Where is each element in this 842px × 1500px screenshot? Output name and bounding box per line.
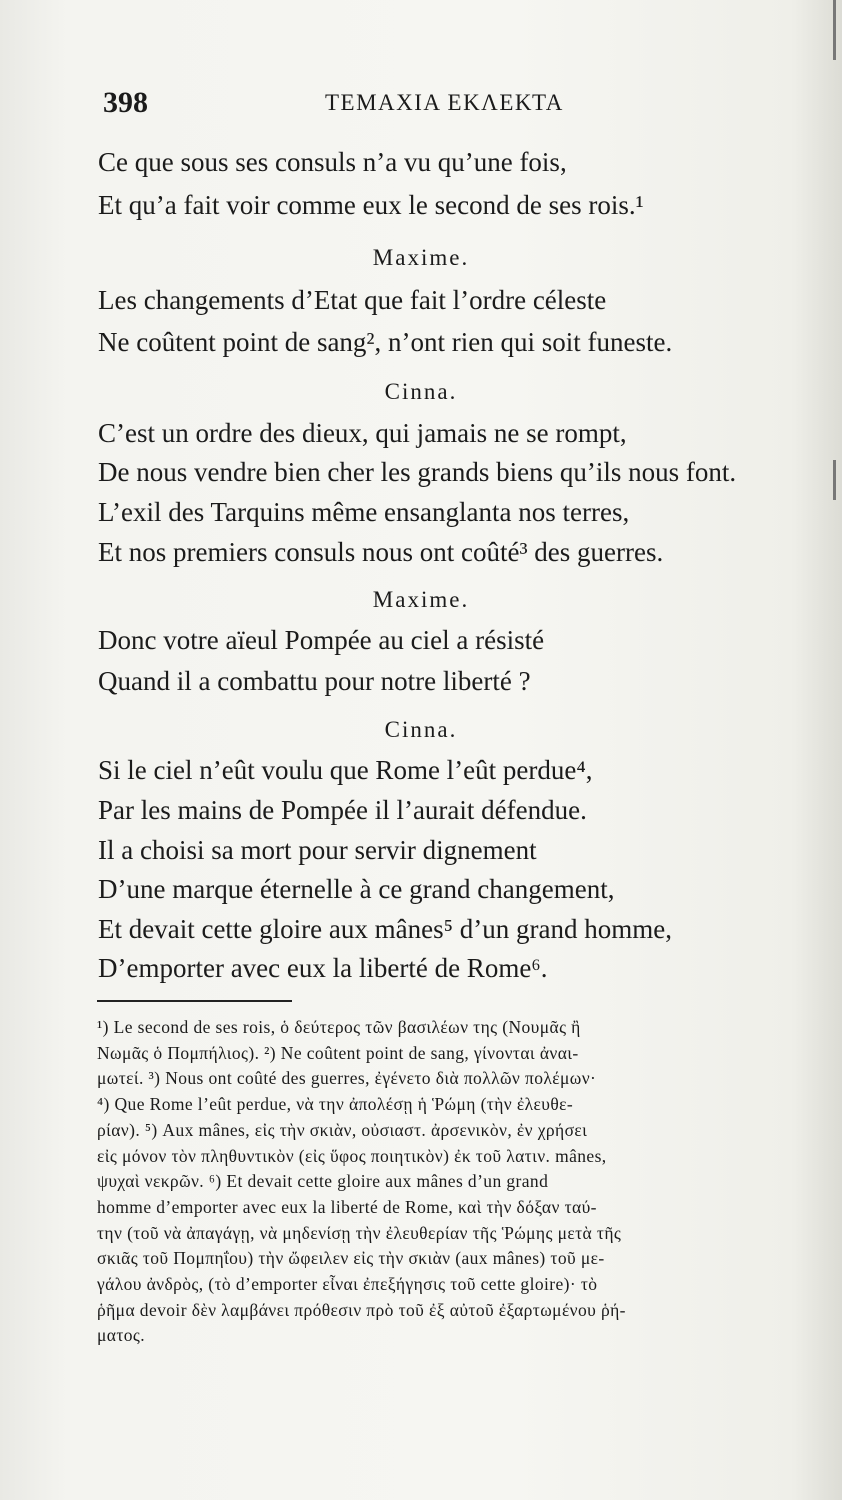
footnote-line: την (τοῦ νὰ ἀπαγάγῃ, νὰ μηδενίσῃ τὴν ἐλευθερίαν τῆς Ῥώμης μετὰ τῆς (97, 1222, 622, 1243)
page-number: 398 (103, 86, 148, 119)
verse-line: Quand il a combattu pour notre liberté ? (98, 666, 531, 696)
speaker-name: Cinna. (384, 379, 458, 404)
footnote-line: μωτεί. ³) Nous ont coûté des guerres, ἐγένετο διὰ πολλῶν πολέμων· (97, 1068, 597, 1089)
verse-line: De nous vendre bien cher les grands biens qu’ils nous font. (98, 457, 737, 487)
footnote-line: ῥῆμα devoir δὲν λαμβάνει πρόθεσιν πρὸ τοῦ ἐξ αὐτοῦ ἐξαρτωμένου ῥή- (97, 1299, 626, 1320)
footnote-line: σκιᾶς τοῦ Πομπηΐου) τὴν ὤφειλεν εἰς τὴν σκιὰν (aux mânes) τοῦ με- (97, 1248, 605, 1269)
footnotes (97, 1015, 822, 1349)
speaker-name: Maxime. (372, 587, 470, 612)
running-title: ΤΕΜΑΧΙΑ ΕΚΛΕΚΤΑ (325, 90, 564, 115)
verse-line: Et qu’a fait voir comme eux le second de ses rois.¹ (98, 190, 644, 220)
verse-line: L’exil des Tarquins même ensanglanta nos terres, (98, 497, 630, 527)
footnote-line: γάλου ἀνδρὸς, (τὸ d’emporter εἶναι ἐπεξήγησις τοῦ cette gloire)· τὸ (97, 1274, 598, 1295)
footnote-line: Νωμᾶς ὁ Πομπήλιος). ²) Ne coûtent point de sang, γίνονται ἀναι- (97, 1042, 579, 1063)
footnote-line: εἰς μόνον τὸν πληθυντικὸν (εἰς ὕφος ποιητικὸν) ἐκ τοῦ λατιν. mânes, (97, 1145, 607, 1166)
verse-line: Et nos premiers consuls nous ont coûté³ des guerres. (98, 537, 664, 567)
footnote-line: ¹) Le second de ses rois, ὁ δεύτερος τῶν βασιλέων της (Νουμᾶς ἢ (97, 1017, 581, 1037)
footnote-line: ψυχαὶ νεκρῶν. ⁶) Et devait cette gloire aux mânes d’un grand (97, 1171, 549, 1192)
verse-line: Les changements d’Etat que fait l’ordre céleste (98, 285, 607, 315)
verse-line: Donc votre aïeul Pompée au ciel a résisté (98, 625, 545, 655)
verse-line: Ne coûtent point de sang², n’ont rien qui soit funeste. (98, 327, 673, 357)
verse-line: Ce que sous ses consuls n’a vu qu’une fois, (98, 147, 567, 177)
verse-line: D’une marque éternelle à ce grand changement, (98, 874, 615, 904)
footnote-line: ρίαν). ⁵) Aux mânes, εἰς τὴν σκιὰν, οὐσιαστ. ἀρσενικὸν, ἐν χρήσει (97, 1119, 588, 1140)
verse-line: Par les mains de Pompée il l’aurait défendue. (98, 795, 587, 825)
binding-edge-mark (833, 0, 836, 60)
verse-line: C’est un ordre des dieux, qui jamais ne se rompt, (98, 418, 627, 448)
binding-edge-mark (833, 460, 836, 500)
speaker-name: Cinna. (384, 717, 458, 742)
verse-line: Si le ciel n’eût voulu que Rome l’eût perdue⁴, (98, 755, 593, 785)
footnote-rule (97, 1000, 292, 1002)
page-header (103, 86, 803, 122)
footnote-line: ματος. (97, 1325, 146, 1346)
footnote-line: homme d’emporter avec eux la liberté de Rome, καὶ τὴν δόξαν ταύ- (97, 1196, 597, 1217)
footnote-line: ⁴) Que Rome l’eût perdue, νὰ την ἀπολέσῃ ἡ Ῥώμη (τὴν ἐλευθε- (97, 1094, 574, 1115)
speaker-name: Maxime. (372, 245, 470, 270)
verse-line: Et devait cette gloire aux mânes⁵ d’un grand homme, (98, 914, 672, 944)
verse-line: Il a choisi sa mort pour servir dignement (98, 835, 537, 865)
verse-line: D’emporter avec eux la liberté de Rome⁶. (98, 953, 548, 983)
